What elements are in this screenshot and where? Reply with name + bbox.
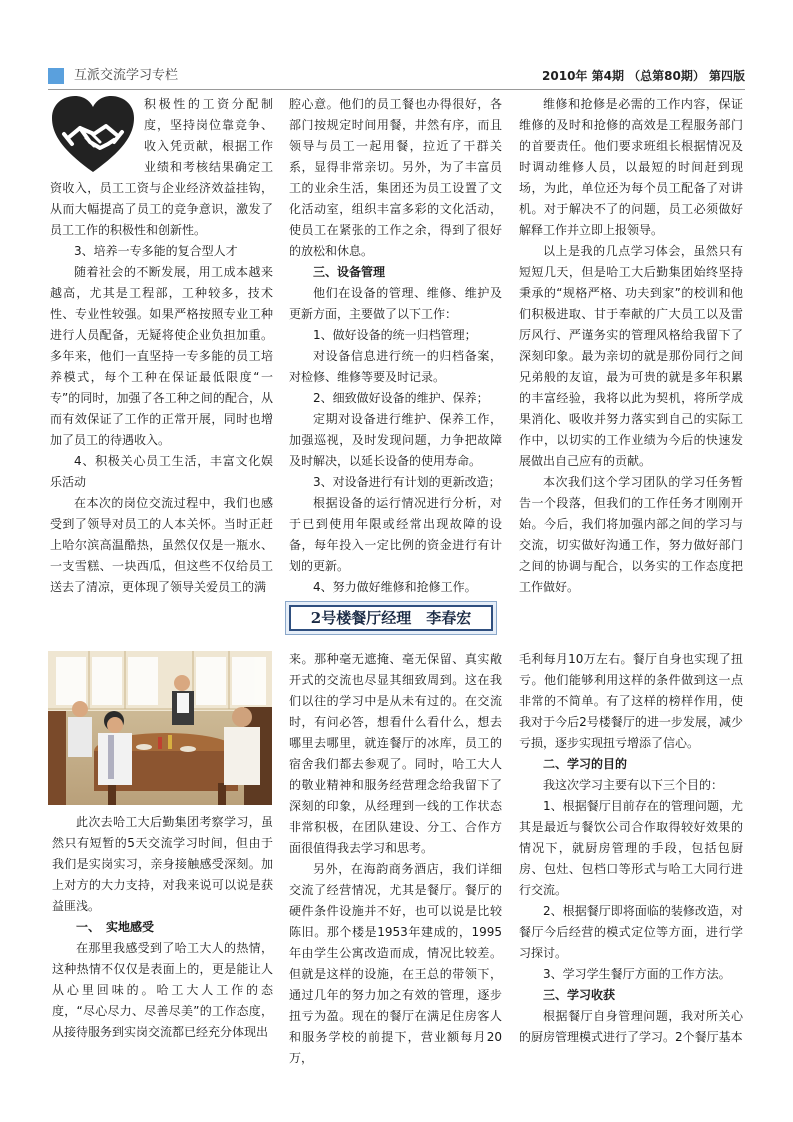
page-header: [48, 66, 745, 88]
paragraph: 他们在设备的管理、维修、维护及更新方面，主要做了以下工作：: [289, 286, 502, 321]
paragraph: 4、努力做好维修和抢修工作。: [313, 580, 477, 594]
paragraph: 根据餐厅自身管理问题，我对所关心的厨房管理模式进行了学习。2个餐厅基本: [519, 1009, 743, 1044]
paragraph: 2、根据餐厅即将面临的装修改造，对餐厅今后经营的模式定位等方面，进行学习探讨。: [519, 904, 743, 960]
bottom-column-1: [52, 812, 273, 1043]
paragraph: 3、学习学生餐厅方面的工作方法。: [543, 967, 731, 981]
section-heading: 三、设备管理: [313, 265, 386, 279]
heart-handshake-icon: [50, 94, 136, 178]
section-heading: 三、学习收获: [543, 988, 616, 1002]
bottom-column-2: [289, 649, 502, 1069]
column-title: 互派交流学习专栏: [74, 68, 179, 83]
article-title: 2号楼餐厅经理 李春宏: [289, 605, 493, 631]
paragraph: 4、积极关心员工生活，丰富文化娱乐活动: [50, 454, 273, 489]
paragraph: 以上是我的几点学习体会，虽然只有短短几天，但是哈工大后勤集团始终坚持秉承的“规格严格、功夫到家”的校训和他们积极进取、甘于奉献的广大员工以及雷厉风行、严谨务实的管理风格给我留下了深刻印象。最为亲切的就是那份同行之间兄弟般的友谊，最为可贵的就是多年积累的丰富经验，我将以此为契机，将所学成果消化、吸收并努力落实到自己的实际工作中，以切实的工作业绩为今后的快速发展做出自己应有的贡献。: [519, 244, 743, 468]
paragraph: 3、对设备进行有计划的更新改造；: [313, 475, 501, 489]
paragraph: 本次我们这个学习团队的学习任务暂告一个段落，但我们的工作任务才刚刚开始。今后，我们将加强内部之间的学习与交流，切实做好沟通工作，努力做好部门之间的协调与配合，以务实的工作态度把工作做好。: [519, 475, 743, 594]
paragraph: 3、培养一专多能的复合型人才: [74, 244, 238, 258]
paragraph: 来。那种毫无遮掩、毫无保留、真实敞开式的交流也尽显其细致周到。这在我们以往的学习中是从未有过的。在交流时，有问必答，想看什么看什么，想去哪里去哪里，就连餐厅的冰库，员工的宿舍我们都去参观了。同时，哈工大人的敬业精神和服务经营理念给我留下了深刻的印象，从经理到一线的工作状态非常积极，在团队建设、分工、合作方面很值得我去学习和思考。: [289, 652, 502, 855]
section-heading: 二、学习的目的: [543, 757, 628, 771]
bottom-column-3: [519, 649, 743, 1048]
header-marker-square: [48, 68, 64, 84]
paragraph: 在那里我感受到了哈工大人的热情，这种热情不仅仅是表面上的，更是能让人从心里回味的。哈工大人工作的态度，“尽心尽力、尽善尽美”的工作态度，从接待服务到实岗交流都已经充分体现出: [52, 941, 273, 1039]
paragraph: 此次去哈工大后勤集团考察学习，虽然只有短暂的5天交流学习时间，但由于我们是实岗实习，亲身接触感受深刻。加上对方的大力支持，对我来说可以说是获益匪浅。: [52, 815, 273, 913]
issue-info: 2010年 第4期 （总第80期） 第四版: [542, 69, 745, 83]
paragraph: 1、做好设备的统一归档管理；: [313, 328, 477, 342]
paragraph: 维修和抢修是必需的工作内容，保证维修的及时和抢修的高效是工程服务部门的首要责任。他们要求班组长根据情况及时调动维修人员，以最短的时间赶到现场，为此，单位还为每个员工配备了对讲机。对于解决不了的问题，员工必须做好解释工作并立即上报领导。: [519, 97, 743, 237]
paragraph: 2、细致做好设备的维护、保养；: [313, 391, 489, 405]
paragraph: 根据设备的运行情况进行分析，对于已到使用年限或经常出现故障的设备，每年投入一定比例的资金进行有计划的更新。: [289, 496, 502, 573]
paragraph: 定期对设备进行维护、保养工作，加强巡视，及时发现问题，力争把故障及时解决，以延长设备的使用寿命。: [289, 412, 502, 468]
paragraph: 积极性的工资分配制度，坚持岗位靠竞争、收入凭贡献，根据工作业绩和考核结果确定工资收入，员工工资与企业经济效益挂钩，从而大幅提高了员工的竞争意识，激发了员工工作的积极性和创新性。: [50, 97, 273, 237]
meeting-photo: [48, 651, 272, 805]
paragraph: 腔心意。他们的员工餐也办得很好，各部门按规定时间用餐，井然有序，而且领导与员工一起用餐，拉近了干群关系，显得非常亲切。另外，为了丰富员工的业余生活，集团还为员工设置了文化活动室，组织丰富多彩的文化活动，使员工在紧张的工作之余，得到了很好的放松和休息。: [289, 97, 502, 258]
paragraph: 在本次的岗位交流过程中，我们也感受到了领导对员工的人本关怀。当时正赶上哈尔滨高温酷热，虽然仅仅是一瓶水、一支雪糕、一块西瓜，但这些不仅给员工送去了清凉，更体现了领导关爱员工的满: [50, 496, 273, 594]
top-column-1: [50, 94, 273, 598]
top-column-3: [519, 94, 743, 598]
article-title-banner: [285, 601, 497, 635]
top-column-2: [289, 94, 502, 598]
paragraph: 毛利每月10万左右。餐厅自身也实现了扭亏。他们能够利用这样的条件做到这一点非常的不简单。有了这样的榜样作用，使我对于今后2号楼餐厅的进一步发展，减少亏损，逐步实现扭亏增添了信心。: [519, 652, 743, 750]
paragraph: 对设备信息进行统一的归档备案，对检修、维修等要及时记录。: [289, 349, 502, 384]
header-divider: [48, 89, 745, 90]
paragraph: 1、根据餐厅目前存在的管理问题，尤其是最近与餐饮公司合作取得较好效果的情况下，就厨房管理的手段，包括包厨房、包灶、包档口等形式与哈工大同行进行交流。: [519, 799, 743, 897]
paragraph: 我这次学习主要有以下三个目的：: [543, 778, 724, 792]
paragraph: 随着社会的不断发展，用工成本越来越高，尤其是工程部，工种较多，技术性、专业性较强。如果严格按照专业工种进行人员配备，无疑将使企业负担加重。多年来，他们一直坚持一专多能的员工培养模式，每个工种在保证最低限度“一专”的同时，加强了各工种之间的配合，从而有效保证了工作的正常开展，同时也增加了员工的待遇收入。: [50, 265, 273, 447]
section-heading: 一、 实地感受: [76, 920, 155, 934]
paragraph: 另外，在海韵商务酒店，我们详细交流了经营情况，尤其是餐厅。餐厅的硬件条件设施并不好，也可以说是比较陈旧。那个楼是1953年建成的，1995年由学生公寓改造而成，情况比较差。但就是这样的设施，在王总的带领下，通过几年的努力加之有效的管理，逐步扭亏为盈。现在的餐厅在满足住房客人和服务学校的前提下，营业额每月20万，: [289, 862, 502, 1065]
